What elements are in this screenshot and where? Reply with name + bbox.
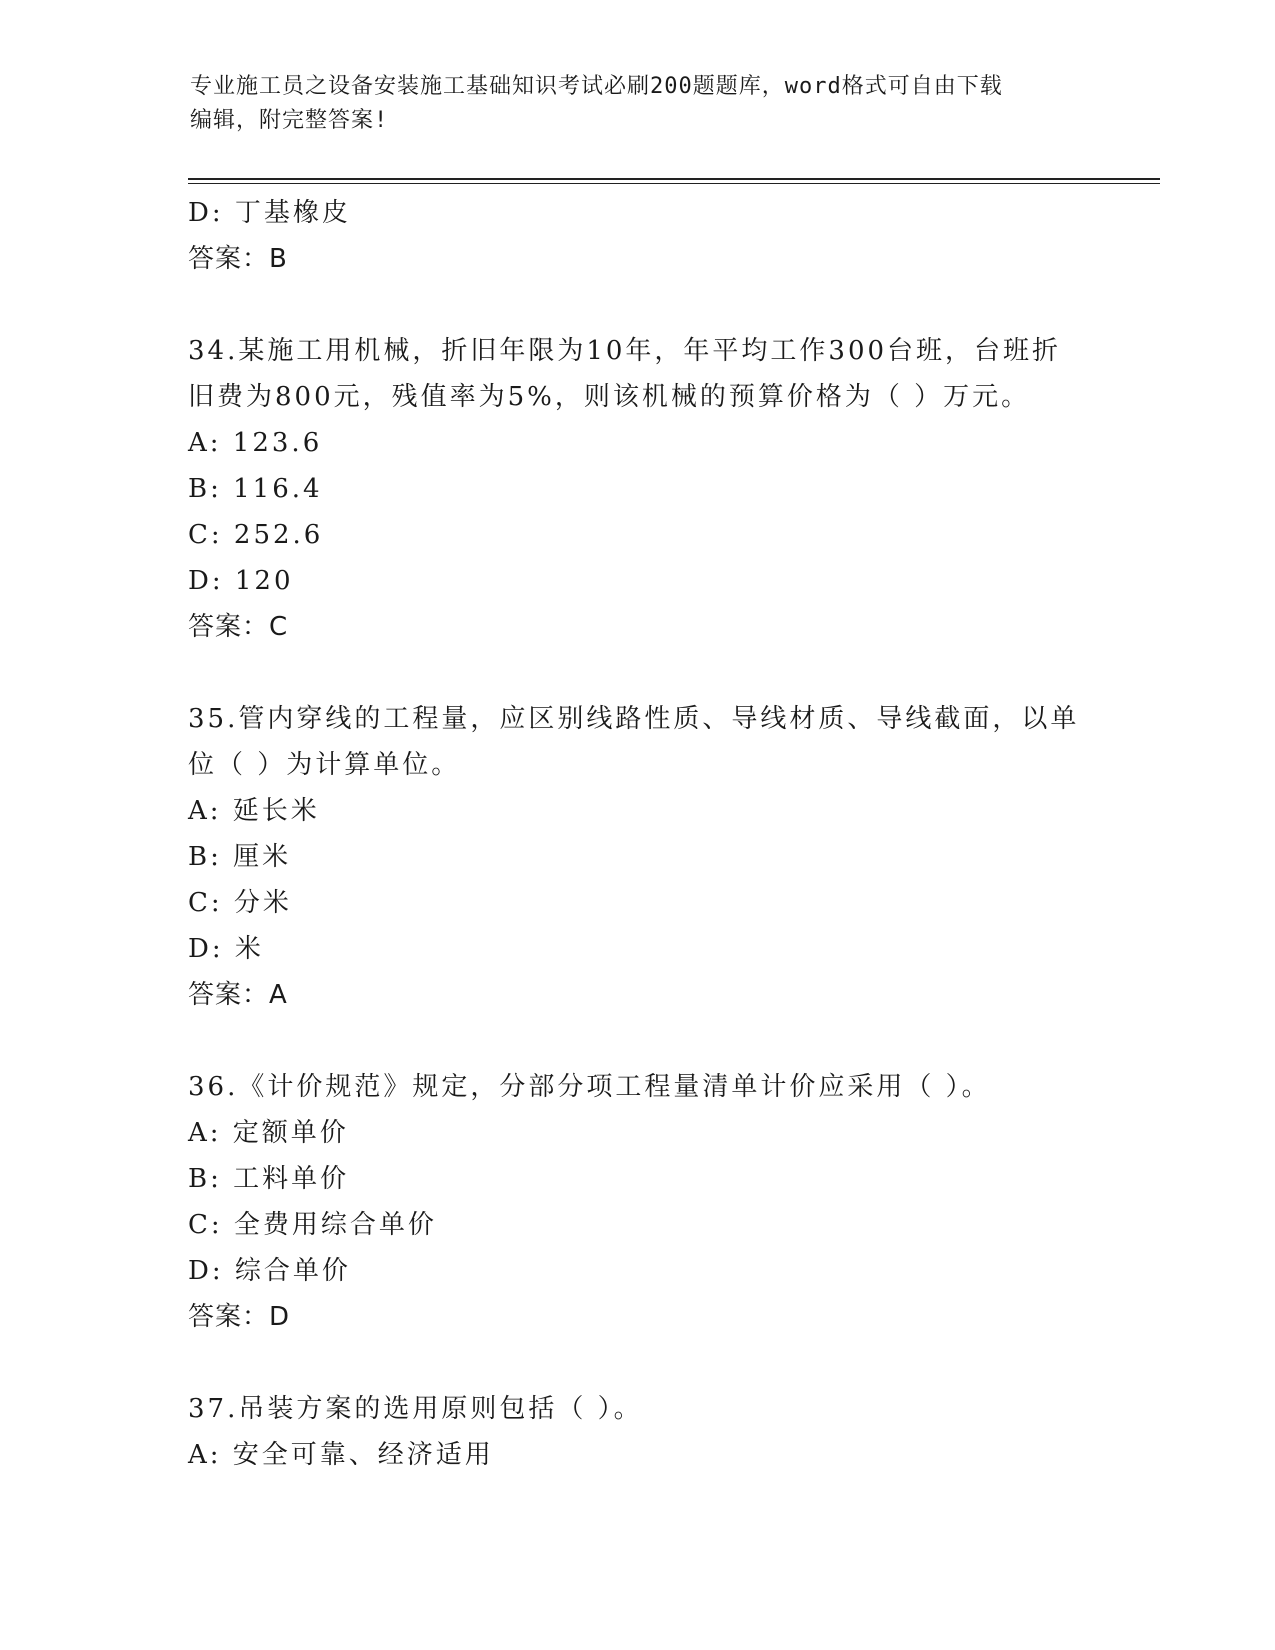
spacer xyxy=(188,650,1088,696)
question-35 xyxy=(188,696,1088,1018)
header-divider-thin xyxy=(188,183,1160,184)
option-a: A: 定额单价 xyxy=(188,1118,349,1148)
option-b: B: 厘米 xyxy=(188,842,292,872)
option-b: B: 116.4 xyxy=(188,474,323,504)
question-33-tail xyxy=(188,190,1088,282)
answer: 答案：B xyxy=(188,244,288,274)
question-stem-line: 37.吊装方案的选用原则包括（ ）。 xyxy=(188,1394,643,1424)
option-a: A: 延长米 xyxy=(188,796,320,826)
option-b: B: 工料单价 xyxy=(188,1164,350,1194)
question-36 xyxy=(188,1064,1088,1340)
header-line-2: 编辑，附完整答案! xyxy=(190,108,389,133)
spacer xyxy=(188,282,1088,328)
option-d: D: 米 xyxy=(188,934,264,964)
option-c: C: 252.6 xyxy=(188,520,324,550)
question-content xyxy=(188,190,1088,1478)
header-line-1: 专业施工员之设备安装施工基础知识考试必刷200题题库，word格式可自由下载 xyxy=(190,74,1003,99)
option-d: D: 丁基橡皮 xyxy=(188,198,351,228)
question-37 xyxy=(188,1386,1088,1478)
spacer xyxy=(188,1340,1088,1386)
question-stem-line: 旧费为800元，残值率为5%，则该机械的预算价格为（ ）万元。 xyxy=(188,382,1031,412)
answer: 答案：D xyxy=(188,1302,291,1332)
question-stem-line: 34.某施工用机械，折旧年限为10年，年平均工作300台班，台班折 xyxy=(188,336,1062,366)
option-d: D: 120 xyxy=(188,566,294,596)
question-stem-line: 位（ ）为计算单位。 xyxy=(188,750,461,780)
question-stem-line: 35.管内穿线的工程量，应区别线路性质、导线材质、导线截面，以单 xyxy=(188,704,1080,734)
question-34 xyxy=(188,328,1088,650)
option-a: A: 123.6 xyxy=(188,428,323,458)
option-c: C: 分米 xyxy=(188,888,292,918)
question-stem-line: 36.《计价规范》规定，分部分项工程量清单计价应采用（ ）。 xyxy=(188,1072,991,1102)
option-c: C: 全费用综合单价 xyxy=(188,1210,437,1240)
header-divider-thick xyxy=(188,178,1160,180)
option-d: D: 综合单价 xyxy=(188,1256,351,1286)
answer: 答案：C xyxy=(188,612,289,642)
option-a: A: 安全可靠、经济适用 xyxy=(188,1440,494,1470)
spacer xyxy=(188,1018,1088,1064)
document-header xyxy=(190,70,1090,138)
answer: 答案：A xyxy=(188,980,288,1010)
